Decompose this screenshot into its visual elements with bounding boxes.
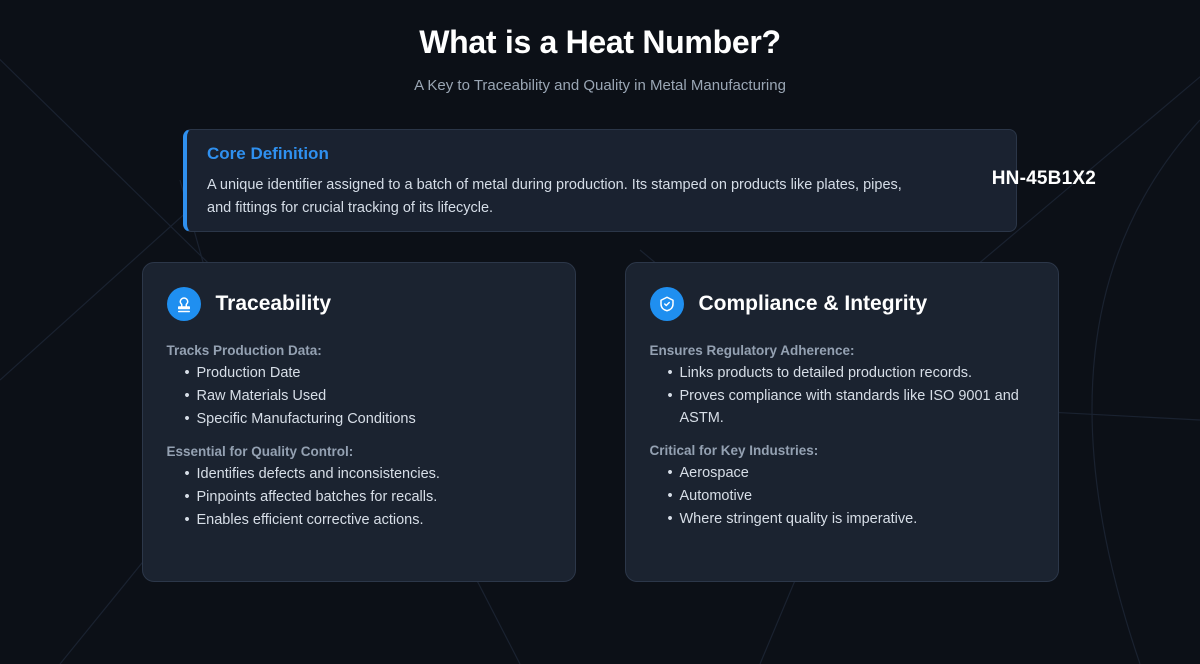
list-item: • Specific Manufacturing Conditions	[185, 409, 551, 431]
card-group	[167, 343, 551, 430]
card-group	[650, 443, 1034, 530]
card-traceability	[142, 262, 576, 582]
card-header	[650, 287, 1034, 321]
page-subtitle: A Key to Traceability and Quality in Metal Manufacturing	[414, 76, 786, 94]
group-label: Tracks Production Data:	[166, 343, 322, 358]
bullet-list	[167, 464, 551, 531]
card-compliance-integrity	[625, 262, 1059, 582]
page-title: What is a Heat Number?	[419, 24, 781, 60]
list-item: • Where stringent quality is imperative.	[668, 509, 1034, 531]
core-definition-title: Core Definition	[207, 144, 329, 163]
list-item: • Pinpoints affected batches for recalls.	[185, 487, 551, 509]
detail-cards	[0, 262, 1200, 582]
list-item: • Enables efficient corrective actions.	[185, 510, 551, 532]
core-definition-text: A unique identifier assigned to a batch of metal during production. Its stamped on products like plates, pipes, and fittings for crucial tracking of its lifecycle.	[207, 177, 902, 217]
stamp-icon	[167, 287, 201, 321]
list-item: • Raw Materials Used	[185, 386, 551, 408]
list-item: • Aerospace	[668, 463, 1034, 485]
bullet-list	[650, 463, 1034, 530]
list-item: • Automotive	[668, 486, 1034, 508]
core-definition-card	[183, 129, 1017, 232]
bullet-list	[167, 363, 551, 430]
bullet-list	[650, 363, 1034, 429]
card-header	[167, 287, 551, 321]
list-item: • Identifies defects and inconsistencies.	[185, 464, 551, 486]
card-title: Traceability	[215, 292, 332, 316]
group-label: Essential for Quality Control:	[166, 444, 354, 460]
heat-number-code: HN-45B1X2	[991, 168, 1096, 189]
list-item: • Links products to detailed production records.	[668, 363, 1034, 385]
shield-check-icon	[650, 287, 684, 321]
card-group	[167, 444, 551, 531]
list-item: • Production Date	[185, 363, 551, 385]
card-title: Compliance & Integrity	[698, 292, 928, 316]
card-group	[650, 343, 1034, 429]
group-label: Critical for Key Industries:	[649, 443, 819, 459]
header	[0, 22, 1200, 94]
group-label: Ensures Regulatory Adherence:	[649, 343, 855, 358]
list-item: • Proves compliance with standards like ISO 9001 and ASTM.	[668, 386, 1034, 430]
